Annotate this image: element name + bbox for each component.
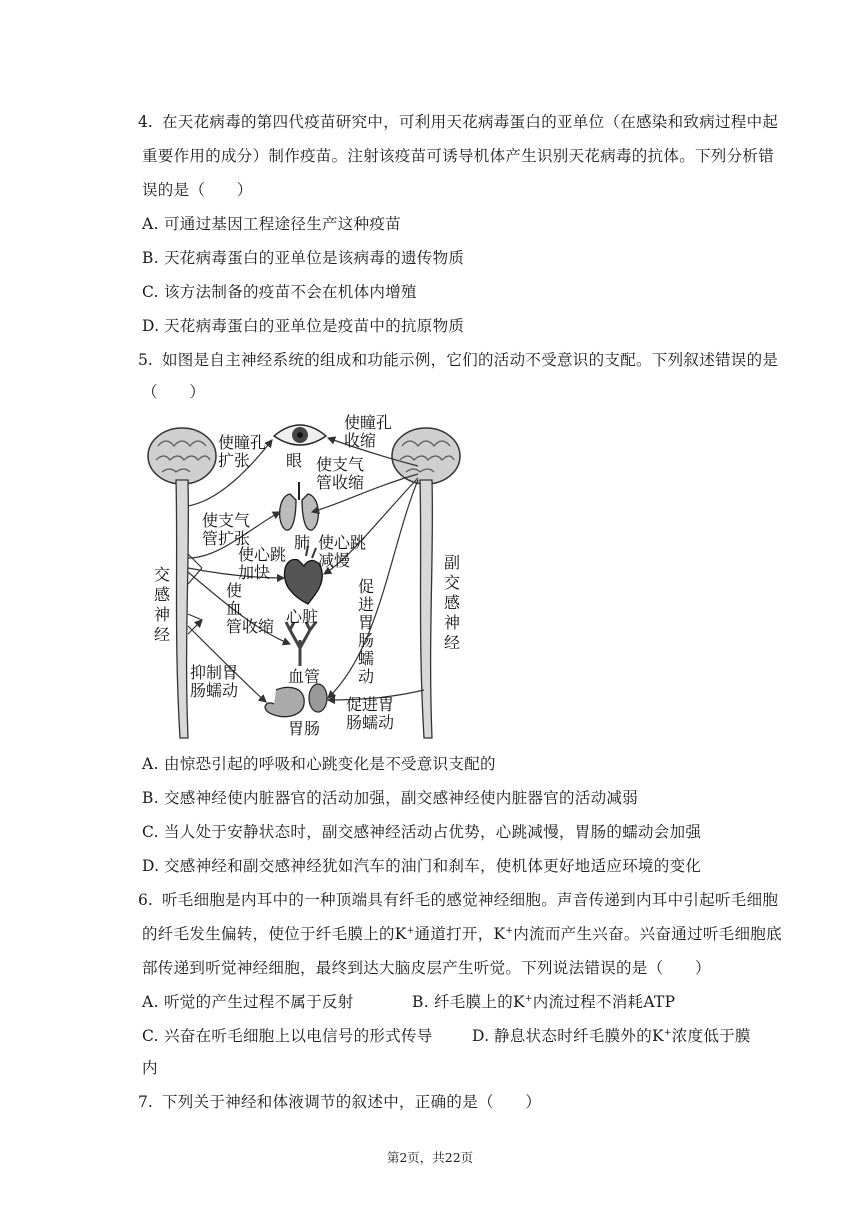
text-segment: 通道打开，K [414, 925, 506, 943]
left-brain-icon [148, 428, 216, 484]
q4-stem-line-1: 在天花病毒的第四代疫苗研究中，可利用天花病毒蛋白的亚单位（在感染和致病过程中起 [162, 113, 779, 131]
right-brain-icon [392, 428, 460, 484]
option-text: 当人处于安静状态时，副交感神经活动占优势，心跳减慢，胃肠的蠕动会加强 [164, 823, 702, 841]
option-letter: A. [142, 993, 159, 1011]
text-segment: 内流而产生兴奋。兴奋通过听毛细胞底 [513, 925, 782, 943]
superscript: + [505, 926, 514, 936]
q6-number: 6. [138, 891, 153, 909]
option-text: 兴奋在听毛细胞上以电信号的形式传导 [164, 1027, 433, 1045]
option-text: 天花病毒蛋白的亚单位是疫苗中的抗原物质 [164, 317, 465, 335]
label-promote-gi-vertical: 促进胃肠蠕动 [358, 577, 375, 686]
label-heart: 心脏 [286, 607, 319, 626]
q5-number: 5. [138, 351, 153, 369]
option-letter: D. [472, 1027, 490, 1045]
label-parasympathetic-nerve: 副交感神经 [444, 553, 461, 652]
option-letter: C. [142, 823, 159, 841]
label-stomach: 胃肠 [288, 719, 321, 738]
option-letter: C. [142, 1027, 159, 1045]
q6-option-d-wrap: 内 [142, 1059, 158, 1077]
blood-vessel-icon [286, 622, 316, 666]
q6-stem-line-1: 听毛细胞是内耳中的一种顶端具有纤毛的感觉神经细胞。声音传递到内耳中引起听毛细胞 [162, 891, 779, 909]
stomach-intestine-icon [265, 684, 327, 717]
eye-icon [274, 425, 326, 445]
q4-stem-line-2: 重要作用的成分）制作疫苗。注射该疫苗可诱导机体产生识别天花病毒的抗体。下列分析错 [142, 147, 775, 165]
label-dilate-bronchi: 使支气管扩张 [202, 511, 251, 548]
autonomic-nervous-system-figure [140, 408, 470, 748]
option-text: 交感神经和副交感神经犹如汽车的油门和刹车，使机体更好地适应环境的变化 [164, 857, 702, 875]
q4-number: 4. [138, 113, 153, 131]
superscript: + [406, 926, 415, 936]
option-text: 该方法制备的疫苗不会在机体内增殖 [164, 283, 417, 301]
option-text: 天花病毒蛋白的亚单位是该病毒的遗传物质 [164, 249, 465, 267]
q5-option-d [142, 856, 701, 876]
option-text: 听觉的产生过程不属于反射 [164, 993, 354, 1011]
option-letter: D. [142, 317, 160, 335]
left-spinal-cord [176, 480, 188, 738]
option-letter: D. [142, 857, 160, 875]
option-letter: A. [142, 755, 159, 773]
q4-option-c [142, 282, 417, 302]
label-blood-vessel: 血管 [288, 667, 321, 686]
lung-icon [280, 482, 319, 530]
option-letter: A. [142, 215, 159, 233]
option-letter: C. [142, 283, 159, 301]
q5-option-b [142, 788, 638, 808]
q6-stem-line-3: 部传递到听觉神经细胞，最终到达大脑皮层产生听觉。下列说法错误的是（ ） [142, 959, 711, 977]
label-promote-gi: 促进胃肠蠕动 [346, 695, 395, 732]
label-inhibit-gi: 抑制胃肠蠕动 [190, 663, 239, 700]
option-letter: B. [142, 249, 159, 267]
superscript: + [524, 994, 533, 1004]
label-constrict-pupil: 使瞳孔收缩 [344, 413, 393, 450]
label-sympathetic-nerve: 交感神经 [154, 565, 171, 644]
option-text: 由惊恐引起的呼吸和心跳变化是不受意识支配的 [164, 755, 496, 773]
q6-option-d [472, 1026, 751, 1046]
q4-stem-line-3: 误的是（ ） [142, 181, 253, 199]
option-text: 纤毛膜上的K [434, 993, 525, 1011]
q6-option-a [142, 992, 354, 1012]
q6-option-b [412, 992, 675, 1012]
q5-option-a [142, 754, 496, 774]
option-text: 静息状态时纤毛膜外的K [494, 1027, 664, 1045]
q4-option-a [142, 214, 401, 234]
q7-stem: 下列关于神经和体液调节的叙述中，正确的是（ ） [162, 1093, 542, 1111]
q6-stem-line-2 [142, 924, 782, 944]
label-slow-heart: 使心跳减慢 [318, 533, 367, 570]
label-dilate-pupil: 使瞳孔扩张 [218, 433, 267, 470]
right-spinal-cord [420, 480, 432, 738]
label-eye: 眼 [286, 451, 303, 470]
heart-icon [284, 546, 322, 604]
option-text: 可通过基因工程途径生产这种疫苗 [164, 215, 402, 233]
q5-stem-line-1: 如图是自主神经系统的组成和功能示例，它们的活动不受意识的支配。下列叙述错误的是 [162, 351, 779, 369]
q6-option-c [142, 1026, 433, 1046]
label-speed-heart: 使心跳加快 [238, 545, 287, 582]
option-text: 内流过程不消耗ATP [532, 993, 676, 1011]
q5-stem-line-2: （ ） [142, 383, 206, 401]
q7-number: 7. [138, 1093, 153, 1111]
q4-option-b [142, 248, 464, 268]
option-letter: B. [412, 993, 429, 1011]
page-footer: 第2页，共22页 [386, 1150, 474, 1165]
option-text: 交感神经使内脏器官的活动加强，副交感神经使内脏器官的活动减弱 [164, 789, 639, 807]
q4-option-d [142, 316, 464, 336]
q5-option-c [142, 822, 701, 842]
label-lung: 肺 [294, 533, 311, 552]
option-text: 浓度低于膜 [671, 1027, 751, 1045]
label-constrict-vessel: 使血管收缩 [226, 581, 275, 636]
superscript: + [663, 1028, 672, 1038]
option-letter: B. [142, 789, 159, 807]
text-segment: 的纤毛发生偏转，使位于纤毛膜上的K [142, 925, 407, 943]
label-constrict-bronchi: 使支气管收缩 [316, 455, 365, 492]
